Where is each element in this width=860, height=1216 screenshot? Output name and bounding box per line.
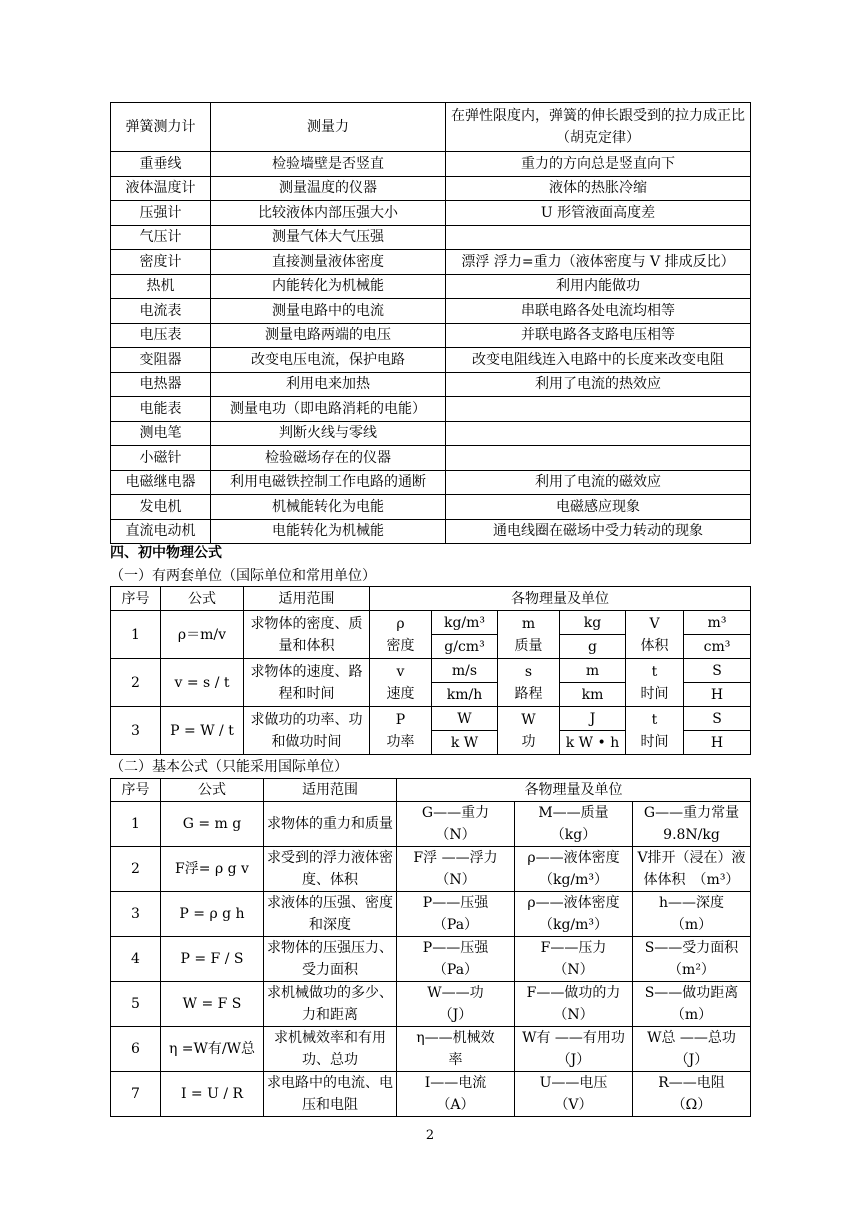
table-row	[111, 274, 751, 299]
formula: ρ＝m/v	[161, 611, 244, 659]
quantity-cell	[397, 1072, 515, 1117]
table-row	[111, 519, 751, 544]
header-quantities: 各物理量及单位	[370, 587, 751, 611]
page-number: 2	[425, 1128, 435, 1143]
quantity-cell	[397, 937, 515, 982]
quantity-cell	[397, 802, 515, 847]
formula: I = U / R	[161, 1072, 264, 1117]
instrument-principle: U 形管液面高度差	[446, 201, 751, 226]
instrument-name: 压强计	[111, 201, 211, 226]
instrument-principle: 利用了电流的磁效应	[446, 470, 751, 495]
quantity-cell	[515, 1072, 633, 1117]
instrument-principle	[446, 421, 751, 446]
formula: W = F S	[161, 982, 264, 1027]
instrument-principle: 液体的热胀冷缩	[446, 176, 751, 201]
instrument-name: 电压表	[111, 323, 211, 348]
quantity-symbol	[626, 659, 684, 707]
quantity-line-2: （Pa）	[432, 962, 479, 978]
quantity-line-1: ρ——液体密度	[527, 895, 620, 911]
scope: 求物体的重力和质量	[264, 802, 397, 847]
quantity-cell	[633, 1072, 751, 1117]
unit-common: g/cm³	[432, 635, 498, 659]
instrument-use: 测量温度的仪器	[211, 176, 446, 201]
quantity-symbol	[498, 611, 560, 659]
quantity-line-2: （J）	[556, 1052, 591, 1068]
table-row	[111, 323, 751, 348]
instrument-use: 测量电功（即电路消耗的电能）	[211, 397, 446, 422]
instrument-table	[110, 102, 751, 544]
instrument-use: 利用电来加热	[211, 372, 446, 397]
quantity-cell	[633, 937, 751, 982]
quantity-symbol-text: t	[651, 663, 658, 680]
quantity-cell	[397, 892, 515, 937]
formula-table-basic	[110, 778, 751, 1117]
quantity-cell	[633, 847, 751, 892]
quantity-symbol	[498, 659, 560, 707]
scope: 求机械效率和有用功、总功	[264, 1027, 397, 1072]
quantity-symbol-text: P	[395, 711, 406, 728]
table-row	[111, 982, 751, 1027]
row-number: 5	[111, 982, 161, 1027]
header-quantities: 各物理量及单位	[397, 779, 751, 802]
table-row	[111, 847, 751, 892]
quantity-symbol-text: t	[651, 711, 658, 728]
row-number: 2	[111, 659, 161, 707]
formula-table-two-units	[110, 586, 751, 755]
instrument-principle	[446, 397, 751, 422]
quantity-symbol	[498, 707, 560, 755]
quantity-line-2: 率	[448, 1052, 463, 1068]
instrument-name: 重垂线	[111, 152, 211, 177]
quantity-line-2: （J）	[438, 1007, 473, 1023]
table-row	[111, 348, 751, 373]
quantity-line-2: （N）	[435, 827, 476, 843]
unit-si: S	[684, 659, 751, 683]
quantity-line-1: R——电阻	[658, 1075, 725, 1091]
instrument-use: 内能转化为机械能	[211, 274, 446, 299]
row-number: 4	[111, 937, 161, 982]
quantity-line-1: W——功	[427, 985, 484, 1001]
quantity-line-1: I——电流	[424, 1075, 487, 1091]
unit-si: m	[560, 659, 626, 683]
quantity-cell	[633, 982, 751, 1027]
quantity-cell	[633, 802, 751, 847]
quantity-line-1: U——电压	[539, 1075, 608, 1091]
instrument-principle: 利用内能做功	[446, 274, 751, 299]
quantity-symbol	[370, 659, 432, 707]
quantity-symbol	[370, 611, 432, 659]
instrument-name: 小磁针	[111, 446, 211, 471]
row-number: 1	[111, 611, 161, 659]
quantity-symbol	[370, 707, 432, 755]
table-row	[111, 495, 751, 520]
instrument-name: 液体温度计	[111, 176, 211, 201]
quantity-line-1: h——深度	[658, 895, 725, 911]
quantity-line-2: （V）	[554, 1097, 593, 1113]
instrument-name: 电流表	[111, 299, 211, 324]
unit-common: k W	[432, 731, 498, 755]
table-row	[111, 937, 751, 982]
table-row	[111, 802, 751, 847]
unit-si: m³	[684, 611, 751, 635]
instrument-name: 气压计	[111, 225, 211, 250]
instrument-use: 测量电路两端的电压	[211, 323, 446, 348]
quantity-cell	[633, 892, 751, 937]
quantity-line-1: W有 ——有用功	[522, 1030, 625, 1046]
header-formula: 公式	[161, 779, 264, 802]
quantity-line-2: （N）	[553, 1007, 594, 1023]
subsection-title-1: （一）有两套单位（国际单位和常用单位）	[110, 568, 376, 584]
quantity-cell	[515, 847, 633, 892]
table-row	[111, 1027, 751, 1072]
quantity-name: 时间	[640, 733, 669, 750]
quantity-line-2: （N）	[435, 872, 476, 888]
row-number: 1	[111, 802, 161, 847]
quantity-cell	[633, 1027, 751, 1072]
unit-common: k W • h	[560, 731, 626, 755]
instrument-principle: 利用了电流的热效应	[446, 372, 751, 397]
table-row	[111, 201, 751, 226]
instrument-principle: 重力的方向总是竖直向下	[446, 152, 751, 177]
quantity-line-2: （m）	[670, 1007, 713, 1023]
scope: 求受到的浮力液体密度、体积	[264, 847, 397, 892]
header-scope: 适用范围	[264, 779, 397, 802]
quantity-line-2: （m）	[670, 917, 713, 933]
quantity-line-1: M——质量	[538, 805, 609, 821]
quantity-cell	[515, 1027, 633, 1072]
formula: P = ρ g h	[161, 892, 264, 937]
table-row	[111, 225, 751, 250]
instrument-name: 电磁继电器	[111, 470, 211, 495]
quantity-line-1: F——做功的力	[526, 985, 621, 1001]
formula: P = F / S	[161, 937, 264, 982]
instrument-use: 电能转化为机械能	[211, 519, 446, 544]
formula: G = m g	[161, 802, 264, 847]
quantity-line-1: F浮 ——浮力	[413, 850, 498, 866]
header-formula: 公式	[161, 587, 244, 611]
instrument-use: 测量电路中的电流	[211, 299, 446, 324]
quantity-line-1: P——压强	[422, 895, 489, 911]
table-row	[111, 892, 751, 937]
quantity-cell	[515, 892, 633, 937]
instrument-principle: 漂浮 浮力=重力（液体密度与 V 排成反比）	[446, 250, 751, 275]
quantity-line-2: （J）	[674, 1052, 709, 1068]
table-row	[111, 446, 751, 471]
table-row	[111, 421, 751, 446]
formula: η =W有/W总	[161, 1027, 264, 1072]
quantity-line-2: （kg/m³）	[538, 917, 609, 933]
unit-common: H	[684, 683, 751, 707]
instrument-name: 电能表	[111, 397, 211, 422]
quantity-symbol-text: m	[521, 615, 536, 632]
quantity-line-2: 9.8N/kg	[663, 827, 720, 843]
quantity-name: 路程	[514, 685, 543, 702]
quantity-cell	[515, 982, 633, 1027]
quantity-symbol	[626, 707, 684, 755]
quantity-cell	[515, 802, 633, 847]
scope: 求物体的压强压力、受力面积	[264, 937, 397, 982]
formula: P = W / t	[161, 707, 244, 755]
quantity-symbol-text: s	[524, 663, 533, 680]
table-row	[111, 659, 751, 683]
instrument-name: 直流电动机	[111, 519, 211, 544]
instrument-principle: 电磁感应现象	[446, 495, 751, 520]
instrument-use: 改变电压电流，保护电路	[211, 348, 446, 373]
quantity-line-1: ρ——液体密度	[527, 850, 620, 866]
instrument-principle	[446, 446, 751, 471]
instrument-use: 比较液体内部压强大小	[211, 201, 446, 226]
scope: 求物体的密度、质量和体积	[244, 611, 370, 659]
quantity-line-1: G——重力	[421, 805, 490, 821]
quantity-line-1: G——重力常量	[643, 805, 740, 821]
instrument-use: 利用电磁铁控制工作电路的通断	[211, 470, 446, 495]
quantity-cell	[515, 937, 633, 982]
unit-si: m/s	[432, 659, 498, 683]
quantity-line-2: 体体积 （m³）	[643, 872, 740, 888]
row-number: 2	[111, 847, 161, 892]
instrument-name: 电热器	[111, 372, 211, 397]
header-scope: 适用范围	[244, 587, 370, 611]
quantity-line-2: （kg/m³）	[538, 872, 609, 888]
quantity-name: 功率	[386, 733, 415, 750]
unit-si: kg/m³	[432, 611, 498, 635]
instrument-use: 测量气体大气压强	[211, 225, 446, 250]
instrument-use: 直接测量液体密度	[211, 250, 446, 275]
row-number: 3	[111, 892, 161, 937]
table-row	[111, 397, 751, 422]
subsection-title-2: （二）基本公式（只能采用国际单位）	[110, 759, 348, 775]
row-number: 6	[111, 1027, 161, 1072]
scope: 求电路中的电流、电压和电阻	[264, 1072, 397, 1117]
table-row	[111, 103, 751, 152]
instrument-use: 测量力	[211, 103, 446, 152]
quantity-line-1: V排开（浸在）液	[637, 850, 746, 866]
scope: 求机械做功的多少、力和距离	[264, 982, 397, 1027]
quantity-line-1: S——做功距离	[644, 985, 739, 1001]
instrument-name: 发电机	[111, 495, 211, 520]
unit-common: km/h	[432, 683, 498, 707]
instrument-use: 检验磁场存在的仪器	[211, 446, 446, 471]
table-header-row	[111, 587, 751, 611]
instrument-name: 密度计	[111, 250, 211, 275]
unit-si: J	[560, 707, 626, 731]
unit-common: H	[684, 731, 751, 755]
instrument-use: 判断火线与零线	[211, 421, 446, 446]
header-no: 序号	[111, 779, 161, 802]
scope: 求做功的功率、功和做功时间	[244, 707, 370, 755]
quantity-name: 密度	[386, 637, 415, 654]
quantity-symbol-text: V	[649, 615, 660, 632]
table-row	[111, 372, 751, 397]
quantity-cell	[397, 1027, 515, 1072]
table-row	[111, 1072, 751, 1117]
quantity-line-1: P——压强	[422, 940, 489, 956]
scope: 求液体的压强、密度和深度	[264, 892, 397, 937]
table-row	[111, 152, 751, 177]
instrument-principle	[446, 225, 751, 250]
header-no: 序号	[111, 587, 161, 611]
table-row	[111, 611, 751, 635]
quantity-line-1: S——受力面积	[644, 940, 739, 956]
instrument-name: 测电笔	[111, 421, 211, 446]
row-number: 3	[111, 707, 161, 755]
instrument-name: 变阻器	[111, 348, 211, 373]
instrument-principle: 串联电路各处电流均相等	[446, 299, 751, 324]
quantity-line-2: （Ω）	[671, 1097, 712, 1113]
quantity-line-2: （A）	[436, 1097, 475, 1113]
table-row	[111, 299, 751, 324]
scope: 求物体的速度、路程和时间	[244, 659, 370, 707]
unit-si: kg	[560, 611, 626, 635]
quantity-symbol	[626, 611, 684, 659]
row-number: 7	[111, 1072, 161, 1117]
unit-si: W	[432, 707, 498, 731]
instrument-name: 热机	[111, 274, 211, 299]
quantity-cell	[397, 982, 515, 1027]
table-row	[111, 470, 751, 495]
unit-common: g	[560, 635, 626, 659]
instrument-principle: 在弹性限度内，弹簧的伸长跟受到的拉力成正比（胡克定律）	[446, 103, 751, 152]
quantity-cell	[397, 847, 515, 892]
quantity-line-2: （kg）	[550, 827, 597, 843]
quantity-line-1: W总 ——总功	[647, 1030, 736, 1046]
quantity-symbol-text: ρ	[396, 615, 405, 632]
quantity-symbol-text: v	[396, 663, 405, 680]
section-title: 四、初中物理公式	[110, 545, 222, 561]
quantity-name: 速度	[386, 685, 415, 702]
instrument-principle: 通电线圈在磁场中受力转动的现象	[446, 519, 751, 544]
table-row	[111, 176, 751, 201]
instrument-use: 检验墙壁是否竖直	[211, 152, 446, 177]
quantity-name: 功	[521, 733, 536, 750]
table-row	[111, 250, 751, 275]
quantity-line-2: （m²）	[668, 962, 715, 978]
quantity-line-1: η——机械效	[416, 1030, 495, 1046]
quantity-name: 体积	[640, 637, 669, 654]
table-header-row	[111, 779, 751, 802]
quantity-name: 时间	[640, 685, 669, 702]
quantity-line-2: （N）	[553, 962, 594, 978]
quantity-name: 质量	[514, 637, 543, 654]
instrument-name: 弹簧测力计	[111, 103, 211, 152]
instrument-principle: 并联电路各支路电压相等	[446, 323, 751, 348]
quantity-symbol-text: W	[521, 711, 536, 728]
unit-common: cm³	[684, 635, 751, 659]
quantity-line-2: （Pa）	[432, 917, 479, 933]
formula: v = s / t	[161, 659, 244, 707]
unit-common: km	[560, 683, 626, 707]
instrument-use: 机械能转化为电能	[211, 495, 446, 520]
formula: F浮= ρ g v	[161, 847, 264, 892]
table-row	[111, 707, 751, 731]
instrument-principle: 改变电阻线连入电路中的长度来改变电阻	[446, 348, 751, 373]
unit-si: S	[684, 707, 751, 731]
quantity-line-1: F——压力	[540, 940, 607, 956]
